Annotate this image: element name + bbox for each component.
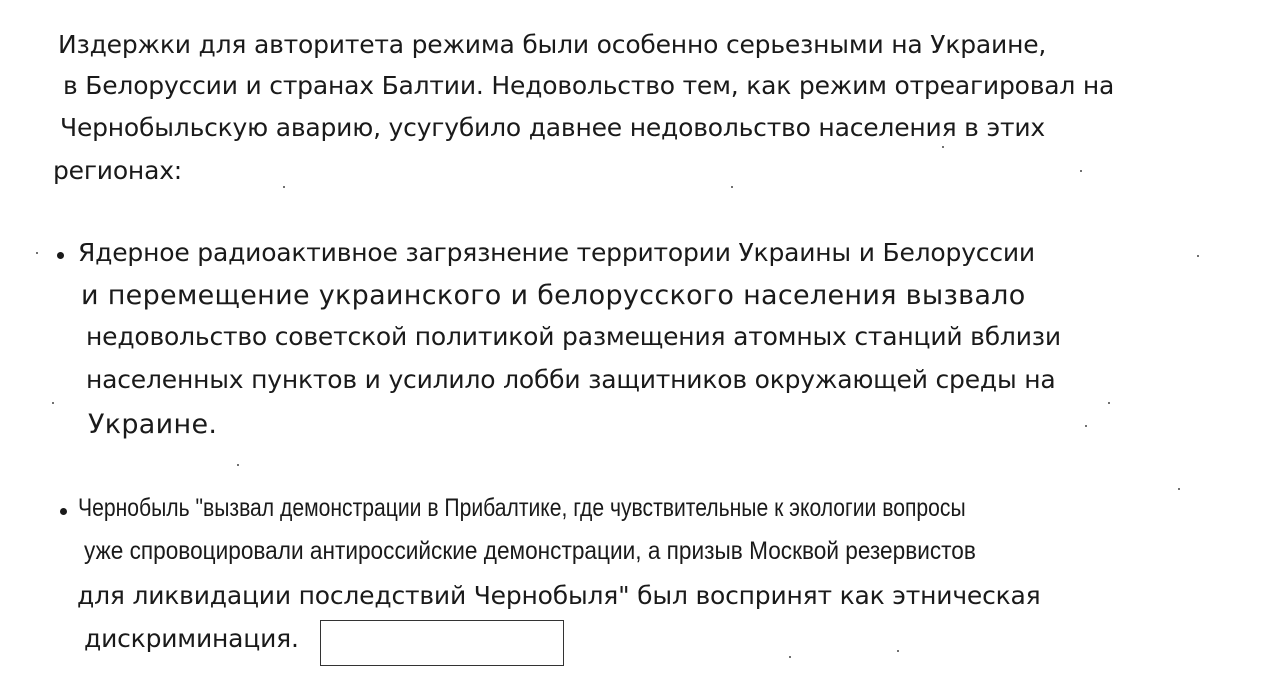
bullet-line: Ядерное радиоактивное загрязнение территории Украины и Белоруссии	[78, 238, 1035, 267]
scan-speck	[1108, 402, 1110, 404]
intro-line: в Белоруссии и странах Балтии. Недовольство тем, как режим отреагировал на	[63, 71, 1115, 100]
bullet-line: недовольство советской политикой размещения атомных станций вблизи	[86, 322, 1061, 351]
bullet-line: и перемещение украинского и белорусского населения вызвало	[81, 280, 1026, 311]
intro-line: Чернобыльскую аварию, усугубило давнее недовольство населения в этих	[60, 113, 1045, 142]
bullet-line: населенных пунктов и усилило лобби защитников окружающей среды на	[86, 365, 1056, 394]
bullet-line: Украине.	[88, 409, 218, 440]
scan-speck	[789, 656, 791, 658]
bullet-line: уже спровоцировали антироссийские демонстрации, а призыв Москвой резервистов	[84, 537, 976, 565]
scan-speck	[283, 186, 285, 188]
bullet-marker	[57, 252, 64, 259]
scan-speck	[942, 146, 944, 148]
scan-speck	[1197, 255, 1199, 257]
scan-speck	[52, 402, 54, 404]
bullet-line: для ликвидации последствий Чернобыля" был воспринят как этническая	[77, 581, 1041, 610]
scan-speck	[1080, 170, 1082, 172]
scan-speck	[1085, 425, 1087, 427]
scan-speck	[36, 252, 38, 254]
scan-speck	[237, 464, 239, 466]
scan-speck	[1178, 488, 1180, 490]
scan-speck	[897, 650, 899, 652]
intro-line: регионах:	[53, 156, 183, 185]
scan-speck	[731, 186, 733, 188]
empty-frame	[320, 620, 564, 666]
bullet-line: Чернобыль "вызвал демонстрации в Прибалтике, где чувствительные к экологии вопросы	[78, 494, 966, 522]
bullet-marker	[60, 508, 67, 515]
intro-line: Издержки для авторитета режима были особенно серьезными на Украине,	[58, 30, 1047, 59]
bullet-line: дискриминация.	[84, 624, 299, 653]
